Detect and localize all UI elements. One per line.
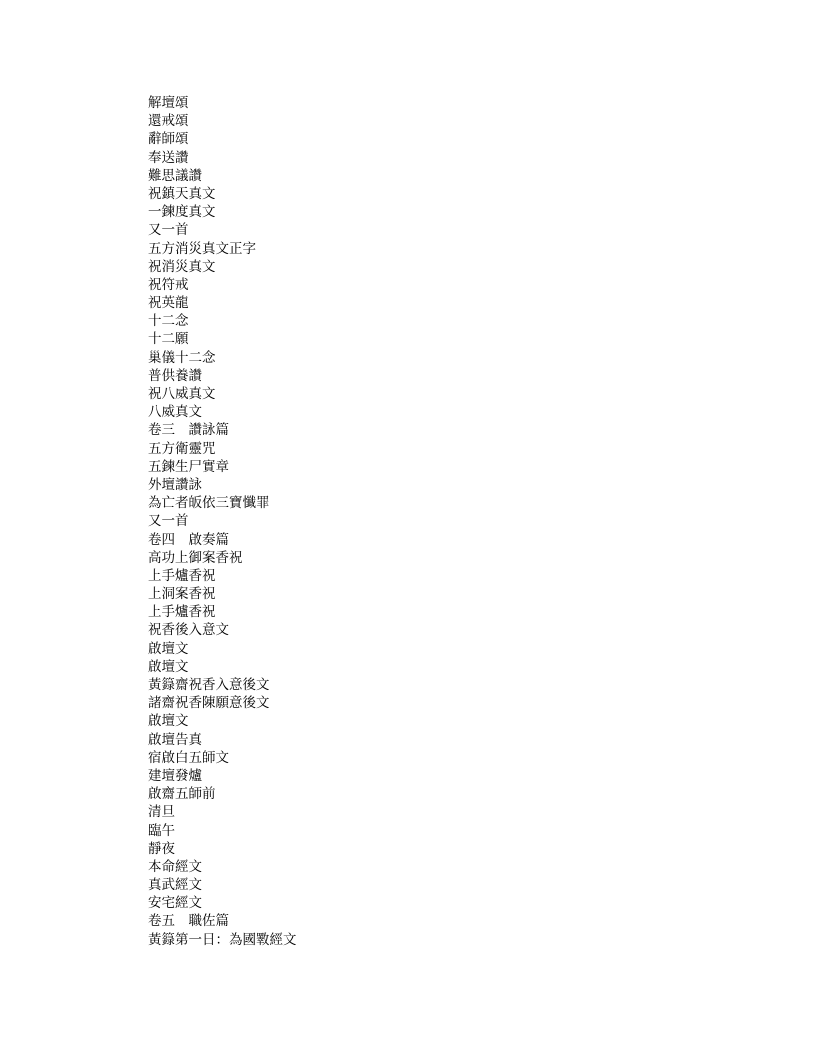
toc-line: 啟壇文 xyxy=(148,713,189,730)
toc-line: 上洞案香祝 xyxy=(148,586,216,603)
toc-line: 建壇發爐 xyxy=(148,767,202,784)
toc-line: 八威真文 xyxy=(148,404,202,421)
toc-line: 巢儀十二念 xyxy=(148,349,216,366)
toc-line: 祝符戒 xyxy=(148,276,189,293)
toc-line: 真武經文 xyxy=(148,877,202,894)
toc-line: 啟壇文 xyxy=(148,640,189,657)
toc-line: 祝消災真文 xyxy=(148,258,216,275)
toc-line: 黃籙第一日：為國斁經文 xyxy=(148,931,297,948)
table-of-contents xyxy=(148,94,748,949)
section-heading: 卷三 讚詠篇 xyxy=(148,422,229,439)
toc-line: 十二念 xyxy=(148,313,189,330)
toc-line: 五方消災真文正字 xyxy=(148,240,256,257)
toc-line: 解壇頌 xyxy=(148,95,189,111)
toc-line: 難思議讚 xyxy=(148,167,202,184)
toc-line: 又一首 xyxy=(148,513,189,530)
toc-line: 臨午 xyxy=(148,822,175,839)
section-heading: 卷四 啟奏篇 xyxy=(148,531,229,548)
section-heading: 卷五 職佐篇 xyxy=(148,913,229,930)
toc-line: 還戒頌 xyxy=(148,113,189,130)
toc-line: 祝香後入意文 xyxy=(148,622,229,639)
toc-line: 靜夜 xyxy=(148,840,175,857)
toc-line: 五方衛靈咒 xyxy=(148,440,216,457)
toc-line: 祝鎮天真文 xyxy=(148,185,216,202)
toc-line: 上手爐香祝 xyxy=(148,567,216,584)
toc-line: 清旦 xyxy=(148,804,175,821)
toc-line: 諸齋祝香陳願意後文 xyxy=(148,695,270,712)
toc-line: 本命經文 xyxy=(148,858,202,875)
toc-line: 安宅經文 xyxy=(148,895,202,912)
toc-line: 啟齋五師前 xyxy=(148,786,216,803)
toc-line: 祝英龍 xyxy=(148,295,189,312)
toc-line: 宿啟白五師文 xyxy=(148,749,229,766)
toc-line: 祝八威真文 xyxy=(148,386,216,402)
toc-line: 啟壇文 xyxy=(148,658,189,675)
toc-line: 辭師頌 xyxy=(148,131,189,148)
toc-line: 上手爐香祝 xyxy=(148,604,216,621)
toc-line: 黃籙齋祝香入意後文 xyxy=(148,677,270,693)
toc-line: 高功上御案香祝 xyxy=(148,549,243,566)
toc-line: 啟壇告真 xyxy=(148,731,202,748)
toc-line: 五鍊生尸實章 xyxy=(148,458,229,475)
toc-line: 十二願 xyxy=(148,331,189,348)
toc-line: 外壇讚詠 xyxy=(148,476,202,493)
toc-line: 奉送讚 xyxy=(148,149,189,166)
toc-line: 又一首 xyxy=(148,222,189,239)
toc-line: 一鍊度真文 xyxy=(148,204,216,221)
toc-line: 普供養讚 xyxy=(148,367,202,384)
toc-line: 為亡者皈依三寶懺罪 xyxy=(148,495,270,512)
